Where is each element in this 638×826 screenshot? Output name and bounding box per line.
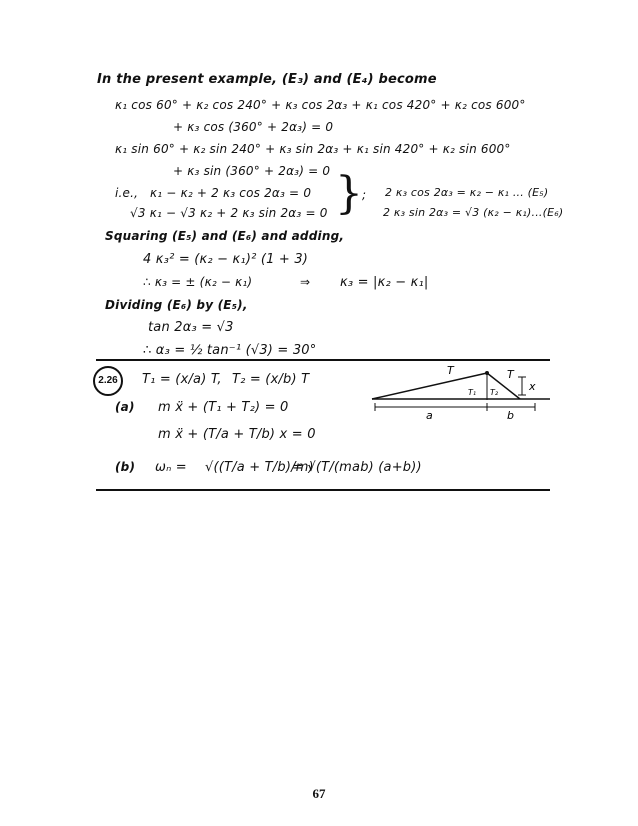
cos-equation-line-2: + κ₃ cos (360° + 2α₃) = 0 bbox=[173, 120, 334, 134]
k3-equation: ∴ κ₃ = ± (κ₂ − κ₁) bbox=[143, 275, 253, 289]
label-T2: T₂ bbox=[490, 388, 499, 397]
part-a-equation-1: m ẍ + (T₁ + T₂) = 0 bbox=[158, 400, 289, 415]
squared-equation: 4 κ₃² = (κ₂ − κ₁)² (1 + 3) bbox=[143, 252, 309, 267]
dividing-text: Dividing (E₆) by (E₅), bbox=[105, 298, 248, 312]
tension-t2: T₂ = (x/b) T bbox=[232, 372, 310, 387]
section-divider-bottom bbox=[96, 489, 550, 491]
equation-e6: 2 κ₃ sin 2α₃ = √3 (κ₂ − κ₁)...(E₆) bbox=[383, 206, 564, 219]
omega-symbol: ωₙ = bbox=[155, 460, 187, 475]
ie-equation-line-2: √3 κ₁ − √3 κ₂ + 2 κ₃ sin 2α₃ = 0 bbox=[130, 206, 328, 220]
implies-symbol: ⇒ bbox=[300, 275, 311, 289]
omega-expression-1: √((T/a + T/b)/m) bbox=[205, 460, 314, 475]
brace: } bbox=[335, 168, 363, 219]
label-T-right: T bbox=[507, 368, 514, 381]
ie-label: i.e., bbox=[115, 186, 139, 200]
mass-point bbox=[485, 371, 489, 375]
intro-text: In the present example, (E₃) and (E₄) become bbox=[97, 72, 437, 87]
ie-equation-line-1: κ₁ − κ₂ + 2 κ₃ cos 2α₃ = 0 bbox=[150, 186, 312, 200]
omega-expression-2: = √(T/(mab) (a+b)) bbox=[292, 460, 422, 475]
label-T1: T₁ bbox=[468, 388, 477, 397]
part-b-label: (b) bbox=[115, 460, 136, 474]
tension-t1: T₁ = (x/a) T, bbox=[142, 372, 222, 387]
problem-number: 2.26 bbox=[93, 366, 123, 396]
equation-e5: 2 κ₃ cos 2α₃ = κ₂ − κ₁ ... (E₅) bbox=[385, 186, 549, 199]
label-a: a bbox=[426, 409, 433, 422]
semicolon: ; bbox=[362, 188, 367, 202]
k3-absolute-equation: κ₃ = |κ₂ − κ₁| bbox=[340, 275, 429, 290]
cos-equation-line-1: κ₁ cos 60° + κ₂ cos 240° + κ₃ cos 2α₃ + κ₁ cos 420° + κ₂ cos 600° bbox=[115, 98, 526, 112]
label-x: x bbox=[529, 380, 536, 393]
sin-equation-line-2: + κ₃ sin (360° + 2α₃) = 0 bbox=[173, 164, 331, 178]
label-b: b bbox=[507, 409, 514, 422]
squaring-text: Squaring (E₅) and (E₆) and adding, bbox=[105, 229, 345, 243]
part-a-equation-2: m ẍ + (T/a + T/b) x = 0 bbox=[158, 427, 316, 442]
tan-equation: tan 2α₃ = √3 bbox=[148, 320, 234, 335]
page-number: 67 bbox=[312, 786, 326, 801]
alpha-equation: ∴ α₃ = ½ tan⁻¹ (√3) = 30° bbox=[143, 343, 317, 358]
label-T-left: T bbox=[447, 364, 454, 377]
part-a-label: (a) bbox=[115, 400, 135, 414]
sin-equation-line-1: κ₁ sin 60° + κ₂ sin 240° + κ₃ sin 2α₃ + κ₁ sin 420° + κ₂ sin 600° bbox=[115, 142, 511, 156]
